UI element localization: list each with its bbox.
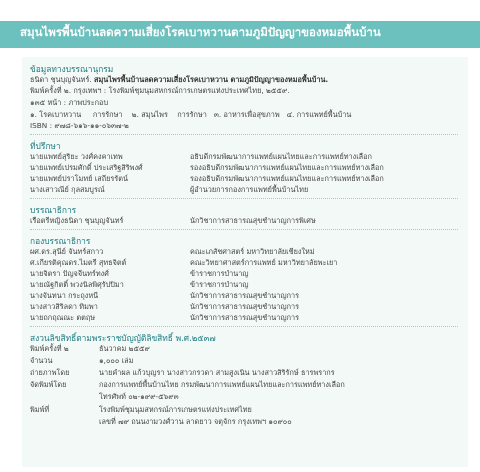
print-label: จำนวน	[30, 356, 53, 365]
subject-item: ๓. อาหารเพื่อสุขภาพ	[213, 110, 280, 119]
print-value: ๑,๐๐๐ เล่ม	[99, 356, 134, 365]
print-value: กองการแพทย์พื้นบ้านไทย กรมพัฒนาการแพทย์แผนไทยและการแพทย์ทางเลือก	[99, 380, 345, 389]
editor-role: นักวิชาการสาธารณสุขชำนาญการพิเศษ	[190, 216, 316, 225]
print-label: จัดพิมพ์โดย	[30, 380, 67, 389]
title-banner	[0, 21, 480, 48]
board-member-name: ศ.เกียรติคุณดร.ไมตรี สุทธจิตต์	[30, 258, 127, 267]
board-member-role: ข้าราชการบำนาญ	[190, 280, 249, 289]
advisor-name: นางเสาวณีย์ กุลสมบูรณ์	[30, 185, 105, 194]
subject-item: การรักษา	[177, 110, 207, 119]
catalog-subjects	[30, 110, 351, 120]
print-label: ถ่ายภาพโดย	[30, 368, 70, 377]
print-value: เลขที่ ๗๙ ถนนงามวงศ์วาน ลาดยาว จตุจักร กรุงเทพฯ ๑๐๙๐๐	[99, 417, 292, 426]
editor-name: เรือตรีหญิงธนิดา ชุนบุญจันทร์	[30, 216, 124, 225]
catalog-title: สมุนไพรพื้นบ้านลดความเสี่ยงโรคเบาหวาน ตามภูมิปัญญาของหมอพื้นบ้าน.	[94, 75, 329, 84]
divider	[30, 134, 458, 135]
copyright-heading: สงวนลิขสิทธิ์ตามพระราชบัญญัติลิขสิทธิ์ พ.ศ.๒๕๓๗	[30, 333, 216, 343]
catalog-pages: ๑๓๕ หน้า : ภาพประกอบ	[30, 98, 109, 107]
book-title: สมุนไพรพื้นบ้านลดความเสี่ยงโรคเบาหวานตามภูมิปัญญาของหมอพื้นบ้าน	[20, 25, 381, 39]
advisor-role: อธิบดีกรมพัฒนาการแพทย์แผนไทยและการแพทย์ทางเลือก	[190, 152, 372, 161]
catalog-author: ธนิดา ชุนบุญจันทร์.	[30, 75, 92, 84]
print-value: ธันวาคม ๒๕๕๙	[99, 344, 150, 353]
advisor-name: นายแพทย์เปรมศักดิ์ ประเสริฐสิริพงศ์	[30, 163, 143, 172]
board-member-name: นายจิตรา ปัญจจีนทร์ทงศ์	[30, 269, 109, 278]
board-heading: กองบรรณาธิการ	[30, 236, 91, 246]
subject-item: ๑. โรคเบาหวาน	[30, 110, 82, 119]
board-member-name: นายถกฤณณะ ตตฤษ	[30, 313, 96, 322]
board-member-name: ผศ.ดร.สุนีย์ จันทร์สกาว	[30, 247, 104, 256]
board-member-role: ข้าราชการบำนาญ	[190, 269, 249, 278]
editor-heading: บรรณาธิการ	[30, 205, 77, 215]
subject-item: ๔. การแพทย์พื้นบ้าน	[286, 110, 352, 119]
board-member-name: นายณัฐกิตติ์ พวงนิลพิศุรัปปิมา	[30, 280, 124, 289]
board-member-role: นักวิชาการสาธารณสุขชำนาญการ	[190, 302, 300, 311]
catalog-edition: พิมพ์ครั้งที่ ๒. กรุงเทพฯ : โรงพิมพ์ชุมนุมสหกรณ์การเกษตรแห่งประเทศไทย, ๒๕๕๙.	[30, 86, 290, 95]
divider	[30, 326, 458, 327]
advisor-name: นายแพทย์ปราโมทย์ เสถียรรัตน์	[30, 174, 128, 183]
catalog-isbn: ISBN : ๙๗๘-๖๑๖-๑๑-๐๖๓๗-๒	[30, 121, 129, 130]
print-label: พิมพ์ที่	[30, 405, 50, 414]
divider	[30, 198, 458, 199]
advisor-name: นายแพทย์สุริยะ วงศ์คงคาเทพ	[30, 152, 123, 161]
advisor-role: ผู้อำนวยการกองการแพทย์พื้นบ้านไทย	[190, 185, 309, 194]
board-member-role: นักวิชาการสาธารณสุขชำนาญการ	[190, 313, 300, 322]
advisor-role: รองอธิบดีกรมพัฒนาการแพทย์แผนไทยและการแพทย์ทางเลือก	[190, 174, 384, 183]
catalog-heading: ข้อมูลทางบรรณานุกรม	[30, 64, 114, 74]
subject-item: ๒. สมุนไพร	[131, 110, 168, 119]
board-member-role: คณะวิทยาศาสตร์การแพทย์ มหาวิทยาลัยพะเยา	[190, 258, 338, 267]
catalog-author-line	[30, 75, 328, 85]
print-label: พิมพ์ครั้งที่ ๒	[30, 344, 69, 353]
board-member-name: นางจันทนา กระถุงหนี	[30, 291, 99, 300]
print-value: นายคำผล แก้วบุญรา นางสาวกรวดา สามสูงเนิน นางสาวสิริรักษ์ ธารพรากร	[99, 368, 335, 377]
board-member-role: นักวิชาการสาธารณสุขชำนาญการ	[190, 291, 300, 300]
subject-item: การรักษา	[92, 110, 123, 119]
advisors-heading: ที่ปรึกษา	[30, 141, 61, 151]
board-member-role: คณะเภสัชศาสตร์ มหาวิทยาลัยเชียงใหม่	[190, 247, 315, 256]
print-value: โรงพิมพ์ชุมนุมสหกรณ์การเกษตรแห่งประเทศไทย	[99, 405, 252, 414]
print-value: โทรศัพท์ ๐๒-๑๙๙-๕๖๙๓	[99, 392, 179, 401]
board-member-name: นางสาวสิริลดา ทิมพา	[30, 302, 98, 311]
advisor-role: รองอธิบดีกรมพัฒนาการแพทย์แผนไทยและการแพทย์ทางเลือก	[190, 163, 384, 172]
divider	[30, 229, 458, 230]
